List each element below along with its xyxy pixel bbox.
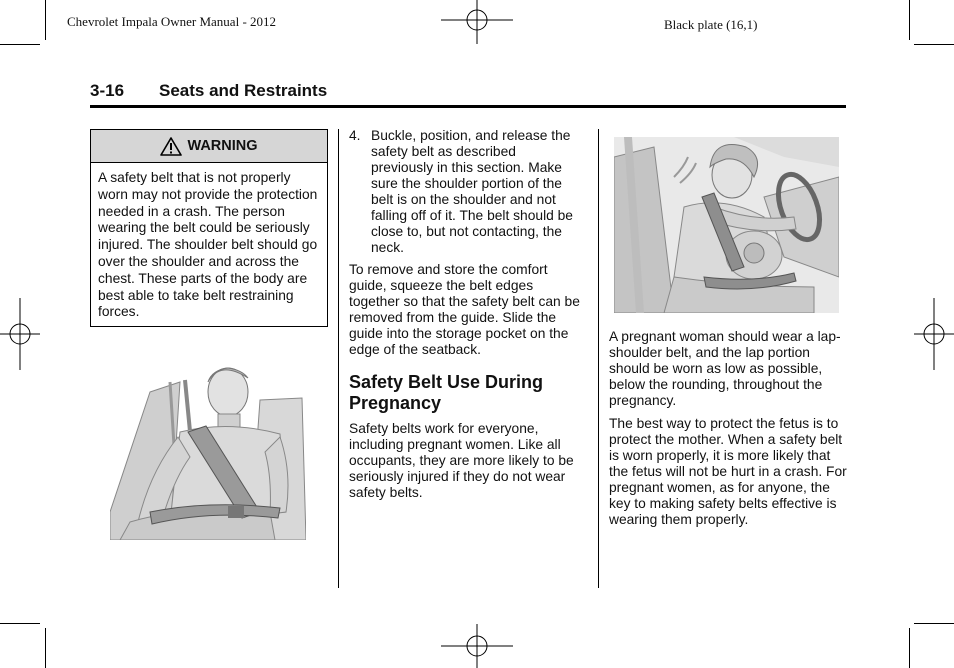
column-divider bbox=[338, 129, 339, 588]
comfort-guide-paragraph: To remove and store the comfort guide, squeeze the belt edges together so that the safety belt can be removed from the guide. Slide the guide into the storage pocket on the edge of the seatback. bbox=[349, 262, 580, 357]
section-header bbox=[90, 81, 846, 108]
warning-box bbox=[90, 129, 328, 327]
seated-occupant-belt-illustration bbox=[110, 362, 306, 540]
fetus-paragraph: The best way to protect the fetus is to protect the mother. When a safety belt is worn properly, it is more likely that the fetus will not be hurt in a crash. For pregnant women, as for anyone, the key to making safety belts effective is wearing them properly. bbox=[609, 416, 847, 527]
page-number: 3-16 bbox=[90, 81, 125, 100]
crop-mark bbox=[45, 0, 46, 40]
crop-mark bbox=[45, 628, 46, 668]
crop-mark bbox=[914, 44, 954, 45]
registration-crosshair-icon bbox=[441, 624, 513, 668]
crop-mark bbox=[914, 623, 954, 624]
crop-mark bbox=[909, 0, 910, 40]
step-4 bbox=[349, 128, 585, 256]
section-title: Seats and Restraints bbox=[159, 81, 328, 100]
step-number: 4. bbox=[349, 128, 361, 143]
pregnancy-paragraph: Safety belts work for everyone, including pregnant women. Like all occupants, they are more likely to be seriously injured if they do not wear safety belts. bbox=[349, 421, 574, 500]
registration-crosshair-icon bbox=[441, 0, 513, 44]
pregnant-woman-belt-illustration bbox=[614, 137, 839, 313]
registration-crosshair-icon bbox=[0, 298, 40, 370]
illustration-caption: A pregnant woman should wear a lap-shoulder belt, and the lap portion should be worn as low as possible, below the rounding, throughout the pregnancy. bbox=[609, 329, 841, 408]
column-divider bbox=[598, 129, 599, 588]
crop-mark bbox=[909, 628, 910, 668]
warning-triangle-icon bbox=[160, 137, 182, 156]
warning-text: A safety belt that is not properly worn may not provide the protection needed in a crash. The person wearing the belt could be seriously injured. The shoulder belt should go over the shoulder and across the chest. These parts of the body are best able to take belt restraining forces. bbox=[98, 170, 318, 320]
manual-title: Chevrolet Impala Owner Manual - 2012 bbox=[67, 14, 277, 29]
warning-header bbox=[91, 130, 327, 163]
pregnancy-heading: Safety Belt Use During Pregnancy bbox=[349, 372, 544, 413]
crop-mark bbox=[0, 623, 40, 624]
warning-label: WARNING bbox=[187, 138, 258, 154]
registration-crosshair-icon bbox=[914, 298, 954, 370]
crop-mark bbox=[0, 44, 40, 45]
plate-label: Black plate (16,1) bbox=[664, 17, 758, 32]
step-text: Buckle, position, and release the safety belt as described previously in this section. Make sure the shoulder portion of the belt is on the shoulder and not falling off of it. The belt should be close to, but not contacting, the neck. bbox=[371, 128, 573, 255]
